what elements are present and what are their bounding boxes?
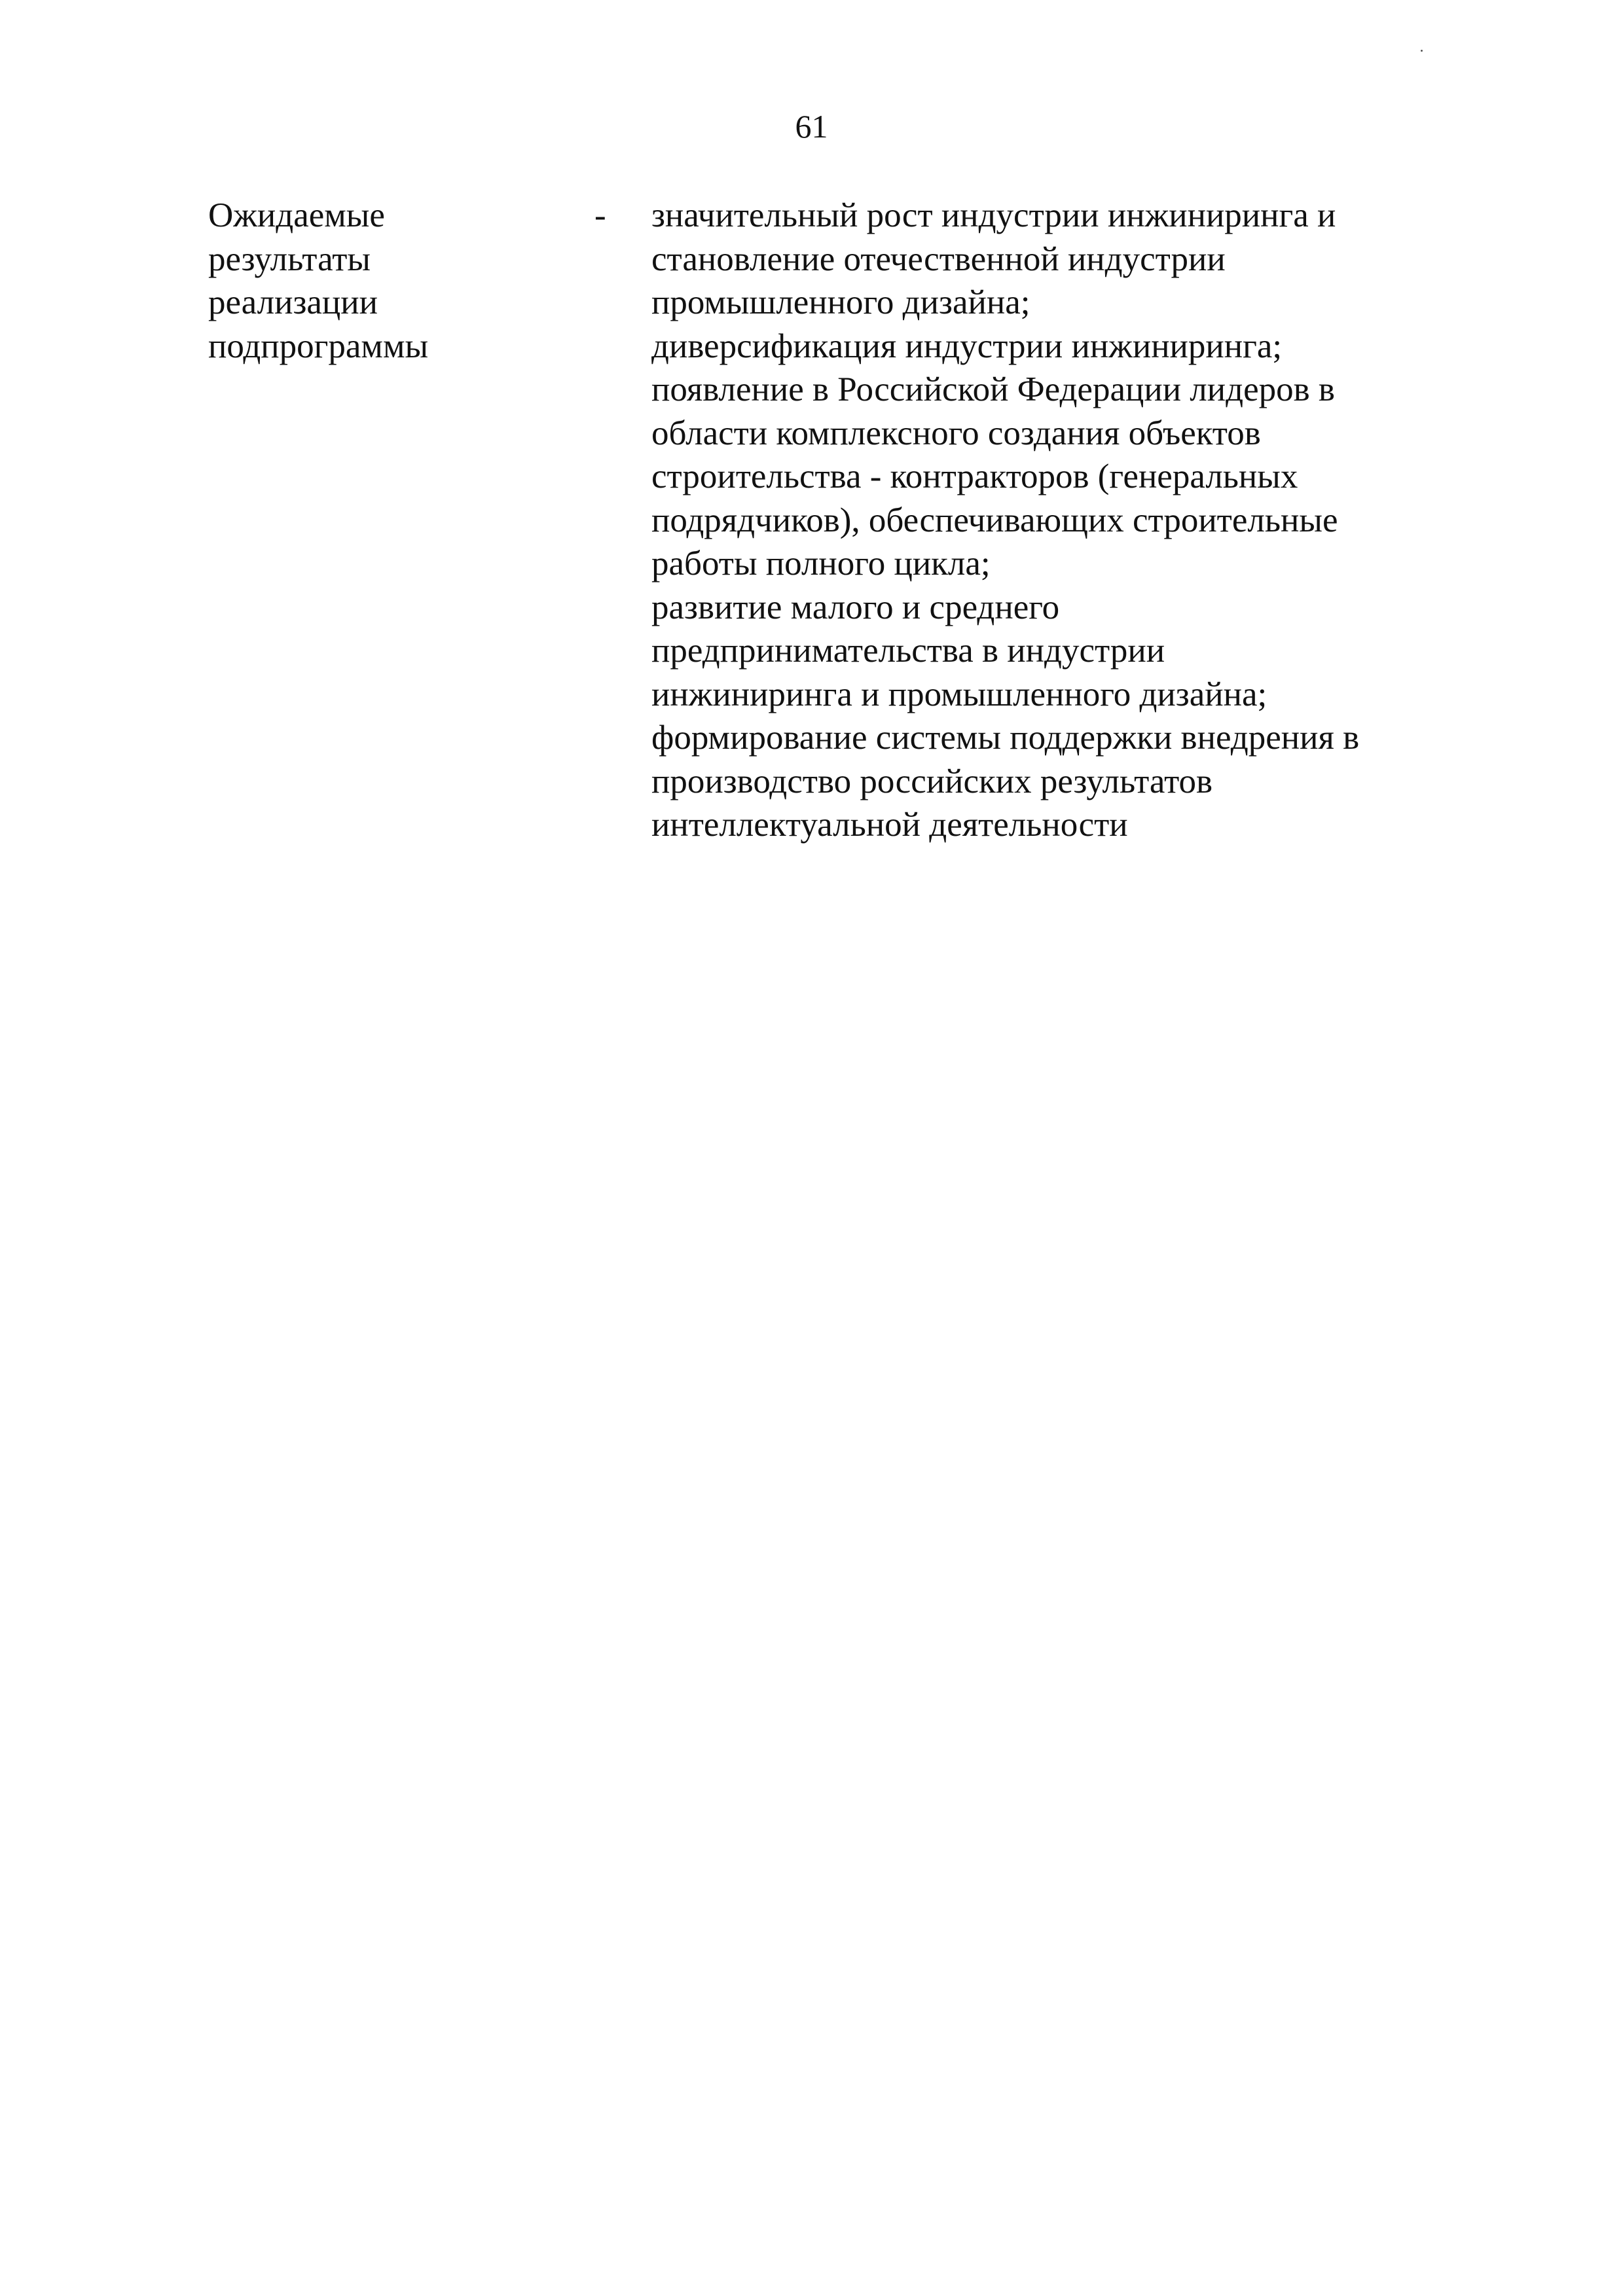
row-label-line: подпрограммы: [208, 327, 429, 365]
content-line: появление в Российской Федерации лидеров в: [651, 370, 1335, 408]
content-line: подрядчиков), обеспечивающих строительные: [651, 501, 1338, 539]
page-number: 61: [795, 108, 828, 145]
content-line: развитие малого и среднего: [651, 588, 1060, 626]
content-line: становление отечественной индустрии: [651, 240, 1226, 278]
content-line: значительный рост индустрии инжиниринга и: [651, 196, 1336, 234]
content-line: инжиниринга и промышленного дизайна;: [651, 675, 1267, 713]
row-separator-dash: -: [594, 196, 606, 234]
row-label-line: результаты: [208, 240, 371, 278]
content-line: строительства - контракторов (генеральных: [651, 457, 1298, 495]
content-line: диверсификация индустрии инжиниринга;: [651, 327, 1283, 365]
row-content: [651, 194, 1496, 847]
row-label: [208, 194, 575, 368]
content-line: предпринимательства в индустрии: [651, 632, 1165, 670]
content-line: интеллектуальной деятельности: [651, 806, 1128, 844]
row-label-line: реализации: [208, 283, 378, 321]
row-label-line: Ожидаемые: [208, 196, 385, 234]
content-line: промышленного дизайна;: [651, 283, 1030, 321]
content-line: работы полного цикла;: [651, 545, 991, 583]
content-line: производство российских результатов: [651, 762, 1213, 800]
content-line: формирование системы поддержки внедрения в: [651, 719, 1360, 757]
content-line: области комплексного создания объектов: [651, 414, 1261, 452]
scan-speck: [1421, 50, 1423, 52]
